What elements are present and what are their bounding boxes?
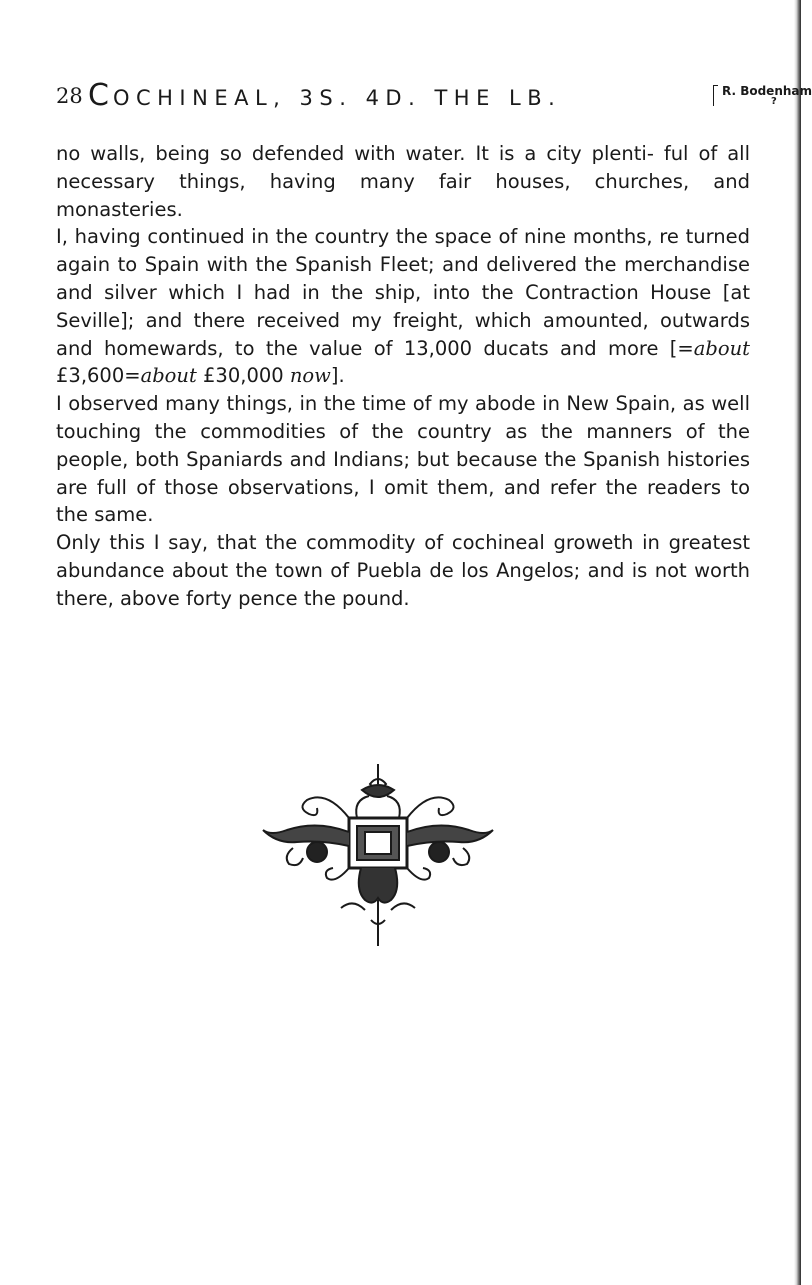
running-title-rest: OCHINEAL, 3S. 4D. THE LB. (112, 86, 562, 110)
page-edge-shadow (794, 0, 801, 1285)
page-number: 28 (56, 84, 83, 108)
running-header (56, 78, 812, 114)
running-title (88, 78, 561, 113)
paragraph-4: Only this I say, that the commodity of cochineal groweth in greatest abundance about the town of Puebla de los Angelos; and is not worth there, above forty pence the pound. (56, 531, 750, 610)
paragraph-2-amount-1: £3,600= (56, 364, 141, 388)
italic-about-2: about (140, 364, 197, 388)
italic-now: now (289, 364, 331, 388)
paragraph-2 (56, 223, 750, 390)
sidenote-author: R. Bodenham (722, 84, 812, 98)
paragraph-2-text: I, having continued in the country the space of nine months, re turned again to Spain with the Spanish Fleet; and delivered the merchandise and silver which I had in the ship, into the Contraction House [at Seville]; and there received my freight, which amounted, outwards and homewards, to the value of 13,000 ducats and more [= (56, 225, 750, 360)
paragraph-1: no walls, being so defended with water. It is a city plenti- ful of all necessary things, having many fair houses, churches, and monasteries. (56, 142, 750, 221)
paragraph-2-end: ]. (330, 364, 345, 388)
printers-ornament-icon (257, 760, 499, 950)
sidenote-bracket (713, 85, 718, 106)
sidenote-query: ? (771, 96, 777, 107)
paragraph-3: I observed many things, in the time of my abode in New Spain, as well touching the commodities of the country as the manners of the people, both Spaniards and Indians; but because the Spanish histories are full of those observations, I omit them, and refer the readers to the same. (56, 392, 750, 527)
paragraph-2-amount-2: £30,000 (196, 364, 290, 388)
running-title-initial: C (88, 78, 113, 113)
italic-about-1: about (693, 336, 750, 360)
body-text (56, 140, 750, 613)
